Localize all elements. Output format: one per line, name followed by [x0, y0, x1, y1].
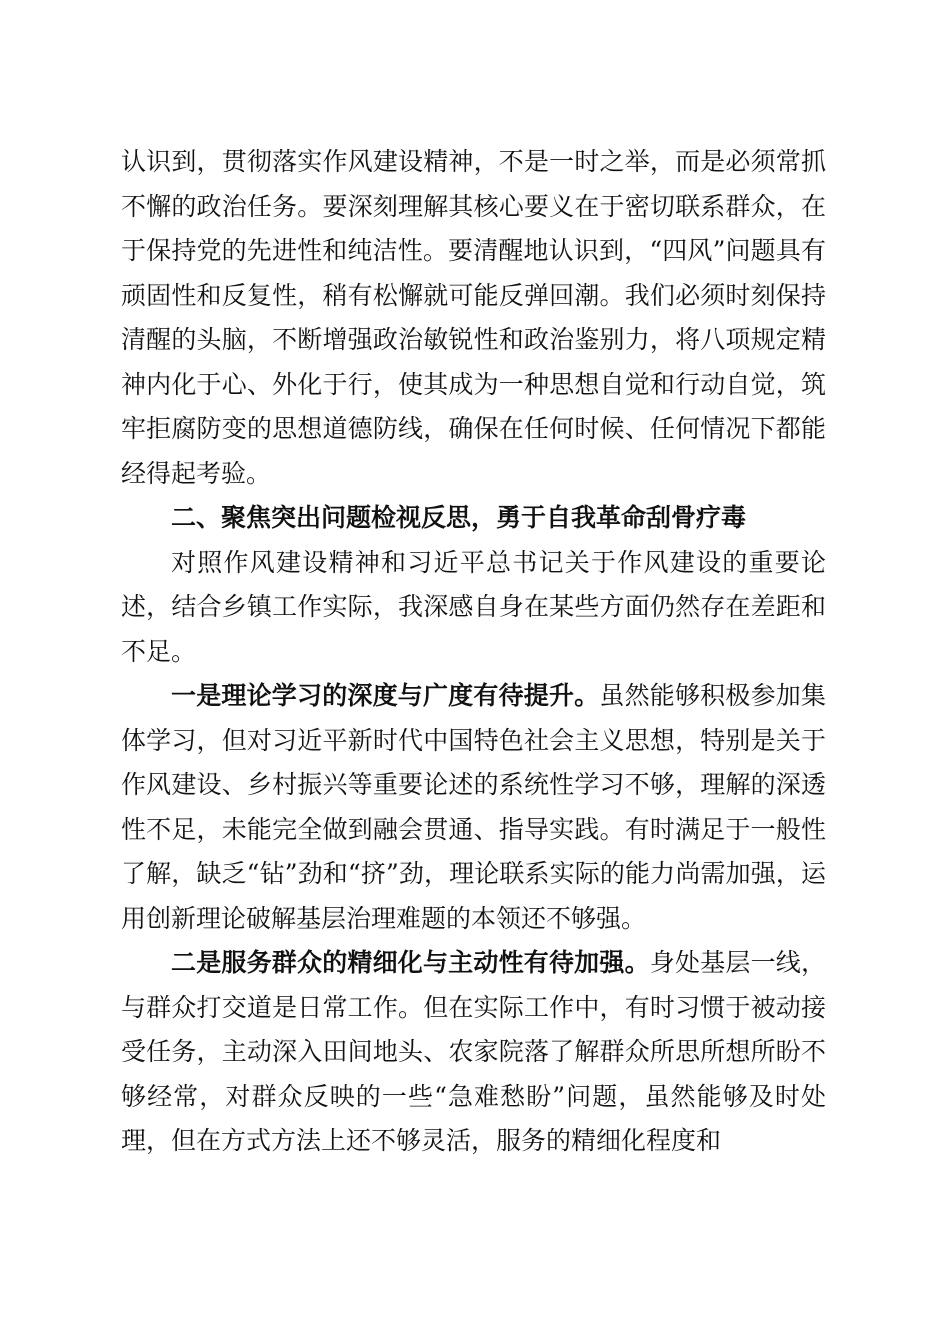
paragraph-point-two [121, 941, 826, 1164]
point-one-text: 虽然能够积极参加集体学习，但对习近平新时代中国特色社会主义思想，特别是关于作风建设、乡村振兴等重要论述的系统性学习不够，理解的深透性不足，未能完全做到融会贯通、指导实践。有时满足于一般性了解，缺乏“钻”劲和“挤”劲，理论联系实际的能力尚需加强，运用创新理论破解基层治理难题的本领还不够强。 [121, 681, 826, 933]
document-body [121, 140, 826, 1164]
paragraph-continuation: 认识到，贯彻落实作风建设精神，不是一时之举，而是必须常抓不懈的政治任务。要深刻理解其核心要义在于密切联系群众，在于保持党的先进性和纯洁性。要清醒地认识到，“四风”问题具有顽固性和反复性，稍有松懈就可能反弹回潮。我们必须时刻保持清醒的头脑，不断增强政治敏锐性和政治鉴别力，将八项规定精神内化于心、外化于行，使其成为一种思想自觉和行动自觉，筑牢拒腐防变的思想道德防线，确保在任何时候、任何情况下都能经得起考验。 [121, 147, 826, 488]
paragraph-intro: 对照作风建设精神和习近平总书记关于作风建设的重要论述，结合乡镇工作实际，我深感自身在某些方面仍然存在差距和不足。 [121, 547, 826, 666]
section-heading: 二、聚焦突出问题检视反思，勇于自我革命刮骨疗毒 [171, 503, 747, 532]
point-one-lead: 一是理论学习的深度与广度有待提升。 [171, 681, 600, 710]
point-two-lead: 二是服务群众的精细化与主动性有待加强。 [171, 948, 650, 977]
point-two-text: 身处基层一线，与群众打交道是日常工作。但在实际工作中，有时习惯于被动接受任务，主动深入田间地头、农家院落了解群众所思所想所盼不够经常，对群众反映的一些“急难愁盼”问题，虽然能够及时处理，但在方式方法上还不够灵活，服务的精细化程度和 [121, 948, 826, 1155]
paragraph-point-one [121, 674, 826, 941]
